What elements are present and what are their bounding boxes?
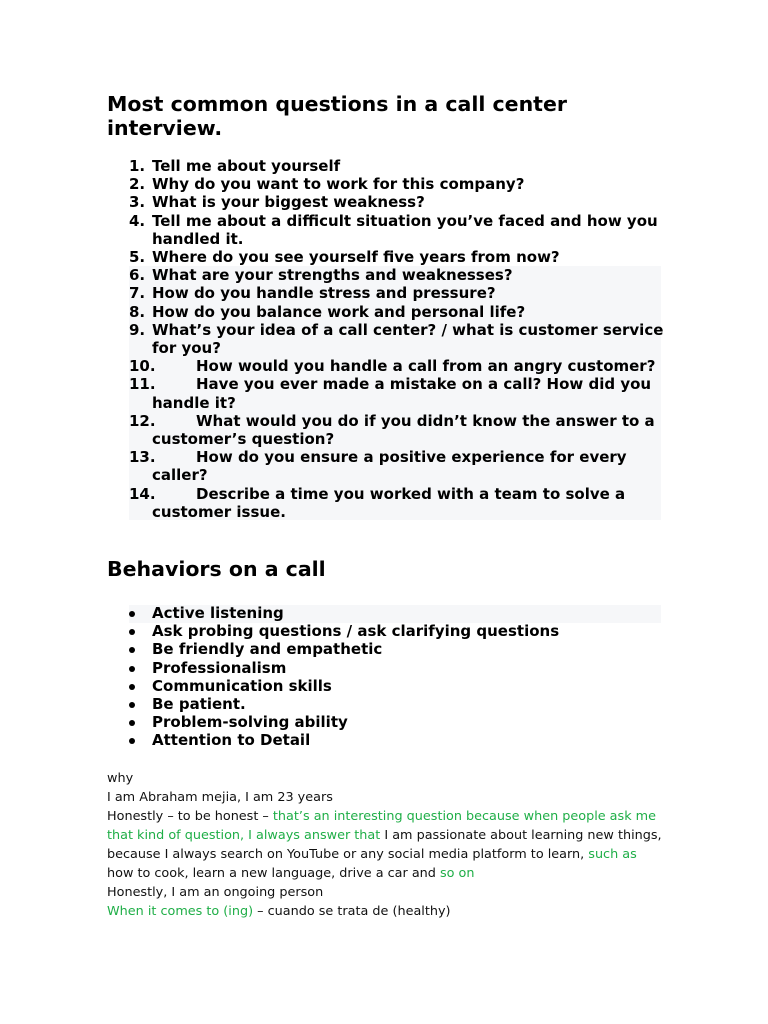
note-highlight: When it comes to (ing) [107,904,254,919]
item-text: What would you do if you didn’t know the answer to a customer’s question? [152,411,655,449]
note-text: how to cook, learn a new language, drive a car and [107,866,440,881]
list-item [107,695,667,713]
item-text: What is your biggest weakness? [152,193,425,212]
item-text: Tell me about a difficult situation you’ve faced and how you handled it. [152,211,658,248]
item-text: Communication skills [152,676,332,695]
list-item [107,731,667,749]
item-text: Problem-solving ability [152,713,348,732]
list-item [107,193,667,211]
item-number: 11. [129,375,156,394]
item-text: Have you ever made a mistake on a call? How did you handle it? [152,375,652,412]
note-line: why [107,771,134,786]
notes-block [107,769,667,921]
item-number: 7. [129,284,146,303]
questions-list [107,157,667,521]
item-number: 5. [129,248,146,267]
list-item [107,321,667,357]
list-item [107,266,667,284]
list-item [107,485,667,521]
note-highlight: that’s an interesting question because when people ask me that kind of question, I always answer that [107,809,657,843]
list-item [107,157,667,175]
item-number: 13. [129,448,156,467]
list-item [107,284,667,302]
bullet-icon [129,629,135,635]
item-number: 1. [129,157,146,175]
item-text: Ask probing questions / ask clarifying questions [152,622,560,641]
list-item [107,357,667,375]
bullet-icon [129,738,135,744]
list-item [107,303,667,321]
item-text: Why do you want to work for this company? [152,175,525,194]
list-item [107,604,667,622]
item-text: What’s your idea of a call center? / what is customer service for you? [152,320,664,358]
note-paragraph [107,902,667,921]
list-item [107,622,667,640]
list-item [107,448,667,484]
list-item [107,713,667,731]
item-number: 2. [129,175,146,194]
bullet-icon [129,684,135,690]
item-text: Be patient. [152,695,246,714]
bullet-icon [129,702,135,708]
item-text: Tell me about yourself [152,157,341,175]
item-text: How would you handle a call from an angry customer? [196,357,656,376]
list-item [107,640,667,658]
section-title-questions: Most common questions in a call center interview. [107,92,567,140]
item-number: 4. [129,211,146,230]
note-paragraph [107,807,667,883]
note-text: Honestly – to be honest – [107,809,273,824]
bullet-icon [129,611,135,617]
bullet-icon [129,720,135,726]
item-text: How do you balance work and personal life? [152,302,526,321]
item-number: 6. [129,266,146,285]
list-item [107,175,667,193]
item-text: Attention to Detail [152,731,311,750]
list-item [107,375,667,411]
list-item [107,248,667,266]
item-number: 9. [129,320,146,339]
note-highlight: so on [439,866,475,881]
note-line: Honestly, I am an ongoing person [107,885,324,900]
list-item [107,412,667,448]
item-number: 14. [129,484,156,503]
note-text: I am passionate about learning new things, because I always search on YouTube or any social media platform to learn, [107,828,662,862]
item-text: How do you ensure a positive experience for every caller? [152,448,627,485]
item-text: Describe a time you worked with a team to solve a customer issue. [152,484,626,521]
item-number: 12. [129,411,156,430]
list-item [107,212,667,248]
item-text: Professionalism [152,658,287,677]
item-text: Active listening [152,604,284,622]
item-text: Where do you see yourself five years from now? [152,248,560,267]
item-number: 8. [129,302,146,321]
bullet-icon [129,666,135,672]
note-line: I am Abraham mejia, I am 23 years [107,790,333,805]
item-text: What are your strengths and weaknesses? [152,266,513,285]
section-title-behaviors: Behaviors on a call [107,557,326,581]
list-item [107,677,667,695]
note-highlight: such as [588,847,637,862]
bullet-icon [129,647,135,653]
behaviors-list [107,604,667,750]
list-item [107,659,667,677]
item-text: Be friendly and empathetic [152,640,383,659]
item-number: 3. [129,193,146,212]
item-text: How do you handle stress and pressure? [152,284,496,303]
note-text: – cuando se trata de (healthy) [253,904,451,919]
item-number: 10. [129,357,156,376]
